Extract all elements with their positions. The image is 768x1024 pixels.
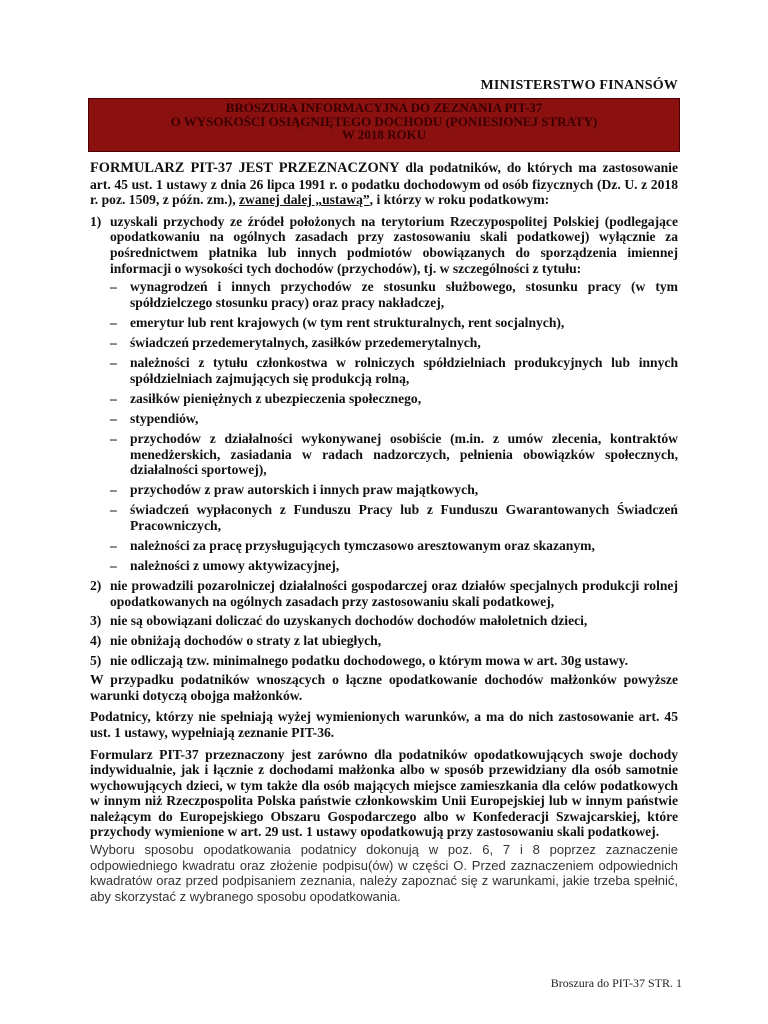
condition-item: [90, 214, 678, 574]
title-banner: [88, 98, 680, 152]
list-item: – stypendiów,: [110, 410, 199, 426]
list-item: – zasiłków pieniężnych z ubezpieczenia społecznego,: [110, 390, 422, 406]
banner-line-1: BROSZURA INFORMACYJNA DO ZEZNANIA PIT-37: [225, 100, 543, 115]
list-item: – przychodów z działalności wykonywanej osobiście (m.in. z umów zlecenia, kontraktów menedżerskich, zasiadania w radach nadzorczych, pełnienia obowiązków społecznych, działalności sportowej),: [110, 430, 678, 478]
purpose-paragraph: Formularz PIT-37 przeznaczony jest zarówno dla podatników opodatkowujących swoje dochody indywidualnie, jak i łącznie z dochodami małżonka albo w sposób przewidziany dla osób samotnie wychowujących dzieci, w tym także dla osób mających miejsce zamieszkania dla celów podatkowych w innym niż Rzeczpospolita Polska państwie członkowskim Unii Europejskiej lub w innym państwie należącym do Europejskiego Obszaru Gospodarczego albo w Konfederacji Szwajcarskiej, które przychody wymienione w art. 29 ust. 1 ustawy opodatkowują przy zastosowaniu skali podatkowej.: [90, 746, 678, 840]
list-item: – należności z umowy aktywizacyjnej,: [110, 558, 340, 574]
intro-paragraph: [90, 160, 678, 208]
ministry-name: MINISTERSTWO FINANSÓW: [480, 78, 678, 93]
list-item: – przychodów z praw autorskich i innych praw majątkowych,: [110, 482, 479, 498]
intro-lead: FORMULARZ PIT-37 JEST PRZEZNACZONY: [90, 160, 400, 176]
condition-number: 4): [90, 632, 102, 648]
banner-line-3: W 2018 ROKU: [341, 127, 427, 142]
income-sources-list: [110, 279, 678, 574]
list-item: – emerytur lub rent krajowych (w tym rent strukturalnych, rent socjalnych),: [110, 314, 565, 330]
condition-number: 5): [90, 652, 102, 668]
page-footer: Broszura do PIT-37 STR. 1: [550, 976, 682, 990]
list-item: – świadczeń wypłaconych z Funduszu Pracy lub z Funduszu Gwarantowanych Świadczeń Pracowniczych,: [110, 502, 678, 533]
condition-item: [90, 653, 678, 669]
condition-text: nie obniżają dochodów o straty z lat ubiegłych,: [110, 632, 382, 648]
pit36-paragraph: Podatnicy, którzy nie spełniają wyżej wymienionych warunków, a ma do nich zastosowanie art. 45 ust. 1 ustawy, wypełniają zeznanie PIT-36.: [90, 709, 678, 740]
intro-text-a: dla podatników, do których ma zastosowanie art. 45 ust. 1 ustawy z dnia 26 lipca 1991 r. o podatku dochodowym od osób fizycznych (Dz. U. z 2018 r. poz. 1509, z późn. zm.),: [90, 160, 678, 208]
spouses-paragraph: W przypadku podatników wnoszących o łączne opodatkowanie dochodów małżonków powyższe warunki dotyczą obojga małżonków.: [90, 672, 678, 703]
conditions-list: [90, 214, 678, 668]
intro-text-b: , i którzy w roku podatkowym:: [369, 192, 550, 208]
condition-number: 2): [90, 578, 102, 594]
intro-underlined: zwanej dalej „ustawą”: [239, 192, 370, 208]
condition-item: [90, 578, 678, 609]
condition-item: [90, 613, 678, 629]
list-item: – świadczeń przedemerytalnych, zasiłków przedemerytalnych,: [110, 334, 481, 350]
list-item: – wynagrodzeń i innych przychodów ze stosunku służbowego, stosunku pracy (w tym spółdzielczego stosunku pracy) oraz pracy nakładczej,: [110, 279, 678, 310]
document-body: [90, 160, 678, 910]
condition-text: nie odliczają tzw. minimalnego podatku dochodowego, o którym mowa w art. 30g ustawy.: [110, 652, 629, 668]
list-item: – należności za pracę przysługujących tymczasowo aresztowanym oraz skazanym,: [110, 537, 595, 553]
condition-text: nie prowadzili pozarolniczej działalności gospodarczej oraz działów specjalnych produkcji rolnej opodatkowanych na ogólnych zasadach przy zastosowaniu skali podatkowej,: [110, 578, 678, 609]
condition-item: [90, 633, 678, 649]
banner-line-2: O WYSOKOŚCI OSIĄGNIĘTEGO DOCHODU (PONIESIONEJ STRATY): [170, 113, 598, 129]
condition-text: uzyskali przychody ze źródeł położonych na terytorium Rzeczypospolitej Polskiej (podlegające opodatkowaniu na ogólnych zasadach przy zastosowaniu skali podatkowej) wyłącznie za pośrednictwem płatnika lub innych podmiotów obowiązanych do sporządzenia imiennej informacji o wysokości tych dochodów (przychodów), tj. w szczególności z tytułu:: [110, 213, 678, 276]
condition-number: 1): [90, 213, 102, 229]
condition-number: 3): [90, 613, 102, 629]
condition-text: nie są obowiązani doliczać do uzyskanych dochodów dochodów małoletnich dzieci,: [110, 613, 588, 629]
list-item: – należności z tytułu członkostwa w rolniczych spółdzielniach produkcyjnych lub innych spółdzielniach zajmujących się produkcją rolną,: [110, 355, 678, 386]
choice-paragraph: Wyboru sposobu opodatkowania podatnicy dokonują w poz. 6, 7 i 8 poprzez zaznaczenie odpowiedniego kwadratu oraz złożenie podpisu(ów) w części O. Przed zaznaczeniem odpowiednich kwadratów oraz przed podpisaniem zeznania, należy zapoznać się z warunkami, jakie trzeba spełnić, aby skorzystać z wybranego sposobu opodatkowania.: [90, 842, 678, 904]
